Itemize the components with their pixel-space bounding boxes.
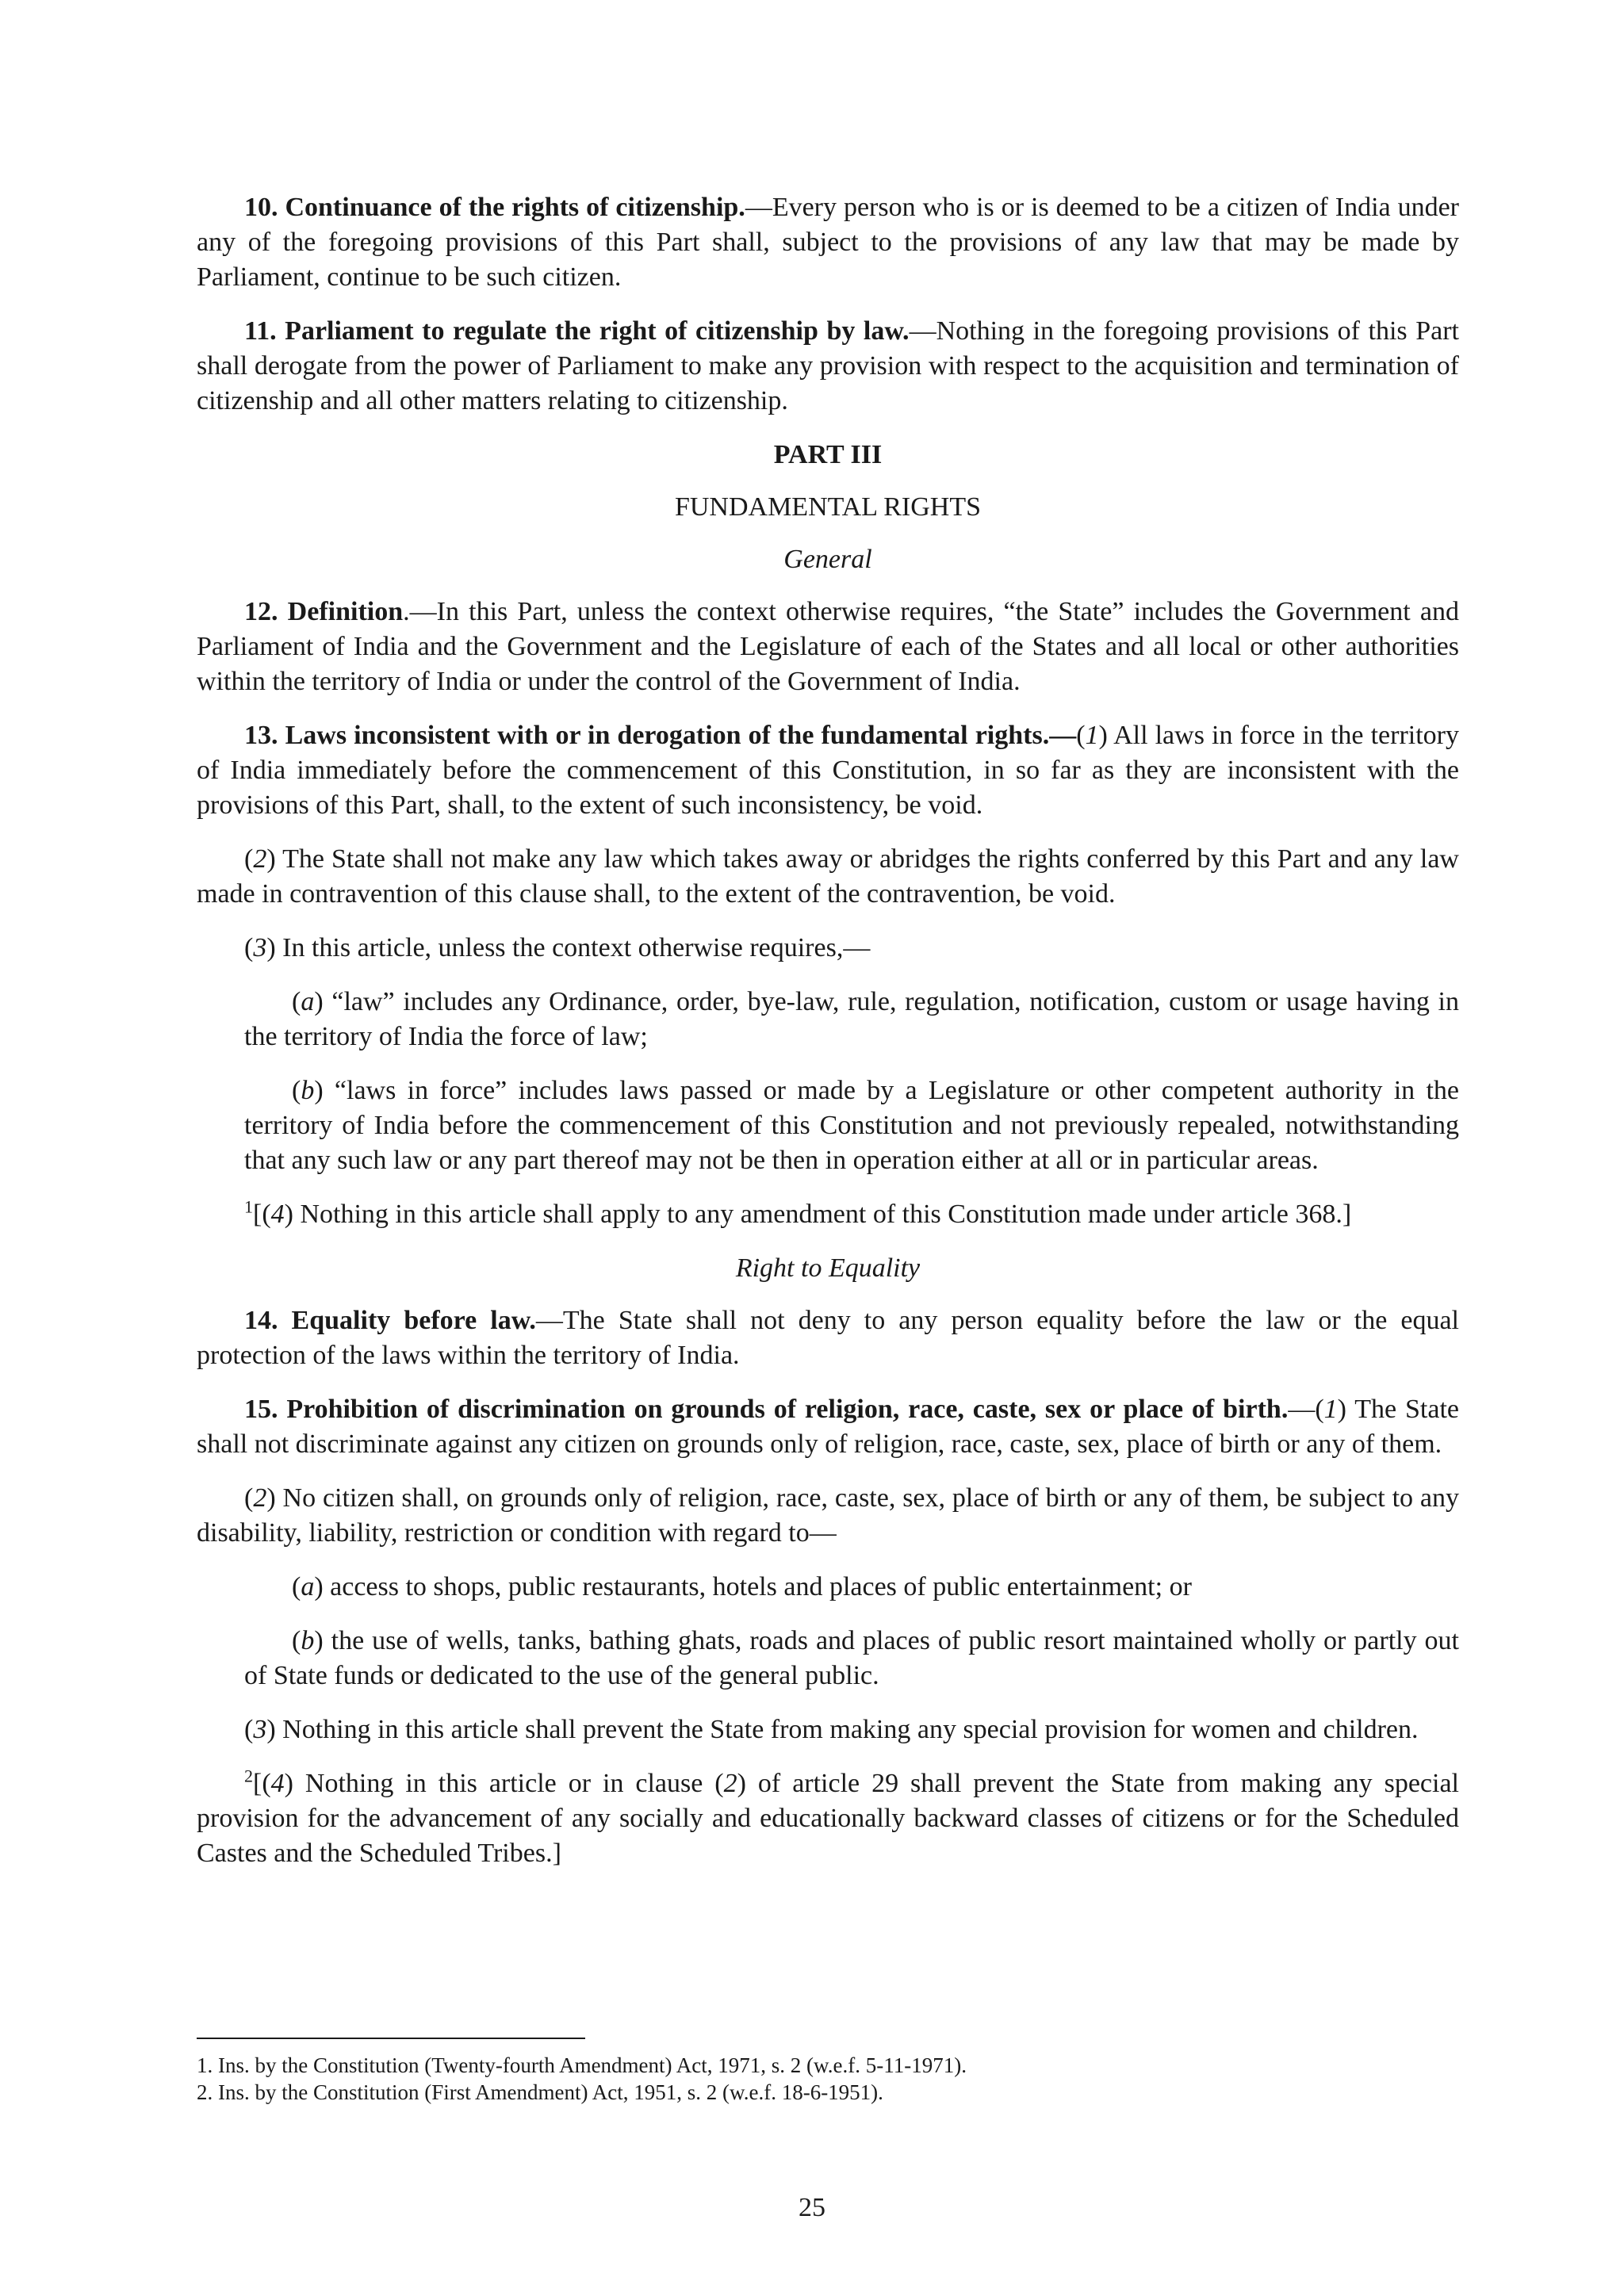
article-14-text: —The State shall not deny to any person equality before the law or the equal protection of the laws within the territory of India. (197, 1306, 1459, 1370)
clause-number: 4 (270, 1769, 285, 1798)
section-heading-equality: Right to Equality (735, 1253, 921, 1283)
clause-open: —( (1288, 1395, 1324, 1424)
clause-open: ( (244, 1483, 254, 1513)
clause-open: ( (292, 1626, 301, 1655)
footnote-divider (197, 2038, 585, 2039)
clause-text: ) All laws in force in the territory of India immediately before the commencement of this Constitution, in so far as they are inconsistent with the provisions of this Part, shall, to the extent of such inconsistency, be void. (197, 721, 1459, 820)
article-10 (197, 190, 1459, 295)
clause-open: ( (1076, 721, 1086, 750)
subclause-letter: a (301, 1572, 315, 1601)
subclause-letter: b (301, 1076, 315, 1105)
clause-text: ) “law” includes any Ordinance, order, bye-law, rule, regulation, notification, custom or usage having in the territory of India the force of law; (244, 987, 1459, 1051)
footnote-1: 1. Ins. by the Constitution (Twenty-fourth Amendment) Act, 1971, s. 2 (w.e.f. 5-11-1971). (197, 2053, 967, 2077)
article-13-clause-2 (197, 842, 1459, 912)
clause-text: ) Nothing in this article or in clause ( (284, 1769, 724, 1798)
footnote-ref: 2 (244, 1766, 253, 1786)
clause-open: ( (244, 933, 254, 962)
article-13-clause-1 (197, 718, 1459, 823)
clause-open: ( (292, 1572, 301, 1601)
clause-text: ) of article 29 shall prevent the State from making any special provision for the advancement of any socially and educationally backward classes of citizens or for the Scheduled Castes and the Scheduled Tribes.] (197, 1769, 1459, 1868)
article-15-clause-2 (197, 1481, 1459, 1551)
article-15-subclause-b (244, 1624, 1459, 1693)
part-title: PART III (773, 440, 883, 469)
article-13-subclause-b (244, 1073, 1459, 1178)
clause-number: 1 (1323, 1395, 1338, 1424)
article-14-heading: 14. Equality before law. (244, 1306, 536, 1335)
article-15-clause-4 (197, 1766, 1459, 1871)
footnotes (197, 2052, 1459, 2106)
section-heading-general: General (783, 545, 872, 574)
part-subtitle: FUNDAMENTAL RIGHTS (674, 492, 982, 522)
clause-text: ) In this article, unless the context otherwise requires,— (266, 933, 871, 962)
clause-text: ) “laws in force” includes laws passed or made by a Legislature or other competent authority in the territory of India before the commencement of this Constitution and not previously repealed, notwithstanding that any such law or any part thereof may not be then in operation either at all or in particular areas. (244, 1076, 1459, 1175)
clause-text: ) Nothing in this article shall prevent the State from making any special provision for women and children. (266, 1715, 1419, 1744)
article-10-heading: 10. Continuance of the rights of citizenship. (244, 193, 745, 222)
article-12-text: .—In this Part, unless the context otherwise requires, “the State” includes the Government and Parliament of India and the Government and the Legislature of each of the States and all local or other authorities within the territory of India or under the control of the Government of India. (197, 597, 1459, 696)
clause-text: ) The State shall not discriminate against any citizen on grounds only of religion, race, caste, sex, place of birth or any of them. (197, 1395, 1459, 1459)
article-14 (197, 1303, 1459, 1373)
clause-open: [( (253, 1769, 271, 1798)
article-15-clause-3 (197, 1712, 1459, 1747)
article-13-clause-3 (197, 931, 1459, 966)
article-13-clause-4 (197, 1197, 1459, 1232)
clause-number: 2 (253, 844, 267, 874)
clause-text: ) No citizen shall, on grounds only of religion, race, caste, sex, place of birth or any of them, be subject to any disability, liability, restriction or condition with regard to— (197, 1483, 1459, 1548)
clause-open: ( (292, 1076, 301, 1105)
article-12 (197, 595, 1459, 699)
clause-number: 1 (1085, 721, 1099, 750)
article-15-heading: 15. Prohibition of discrimination on grounds of religion, race, caste, sex or place of birth. (244, 1395, 1289, 1424)
clause-reference-number: 2 (723, 1769, 737, 1798)
article-15-subclause-a (244, 1570, 1459, 1605)
clause-open: [( (253, 1200, 271, 1229)
clause-open: ( (292, 987, 301, 1016)
clause-text: ) access to shops, public restaurants, hotels and places of public entertainment; or (314, 1572, 1192, 1601)
clause-number: 2 (253, 1483, 267, 1513)
article-12-heading: 12. Definition (244, 597, 404, 626)
article-15-clause-1 (197, 1392, 1459, 1462)
page-number: 25 (799, 2193, 825, 2222)
clause-number: 3 (253, 933, 267, 962)
clause-number: 4 (270, 1200, 285, 1229)
clause-text: ) The State shall not make any law which takes away or abridges the rights conferred by this Part and any law made in contravention of this clause shall, to the extent of the contravention, be void. (197, 844, 1459, 909)
article-11 (197, 314, 1459, 419)
clause-text: ) the use of wells, tanks, bathing ghats, roads and places of public resort maintained wholly or partly out of State funds or dedicated to the use of the general public. (244, 1626, 1459, 1690)
subclause-letter: b (301, 1626, 315, 1655)
clause-open: ( (244, 844, 254, 874)
article-13-subclause-a (244, 985, 1459, 1054)
article-11-heading: 11. Parliament to regulate the right of citizenship by law. (244, 316, 910, 346)
clause-number: 3 (253, 1715, 267, 1744)
document-body (197, 190, 1459, 1890)
clause-open: ( (244, 1715, 254, 1744)
footnote-2: 2. Ins. by the Constitution (First Amendment) Act, 1951, s. 2 (w.e.f. 18-6-1951). (197, 2080, 883, 2104)
footnote-ref: 1 (244, 1196, 253, 1217)
article-11-text: —Nothing in the foregoing provisions of this Part shall derogate from the power of Parliament to make any provision with respect to the acquisition and termination of citizenship and all other matters relating to citizenship. (197, 316, 1459, 415)
article-13-heading: 13. Laws inconsistent with or in derogation of the fundamental rights.— (244, 721, 1077, 750)
article-10-text: —Every person who is or is deemed to be a citizen of India under any of the foregoing provisions of this Part shall, subject to the provisions of any law that may be made by Parliament, continue to be such citizen. (197, 193, 1459, 292)
clause-text: ) Nothing in this article shall apply to any amendment of this Constitution made under article 368.] (284, 1200, 1352, 1229)
subclause-letter: a (301, 987, 315, 1016)
